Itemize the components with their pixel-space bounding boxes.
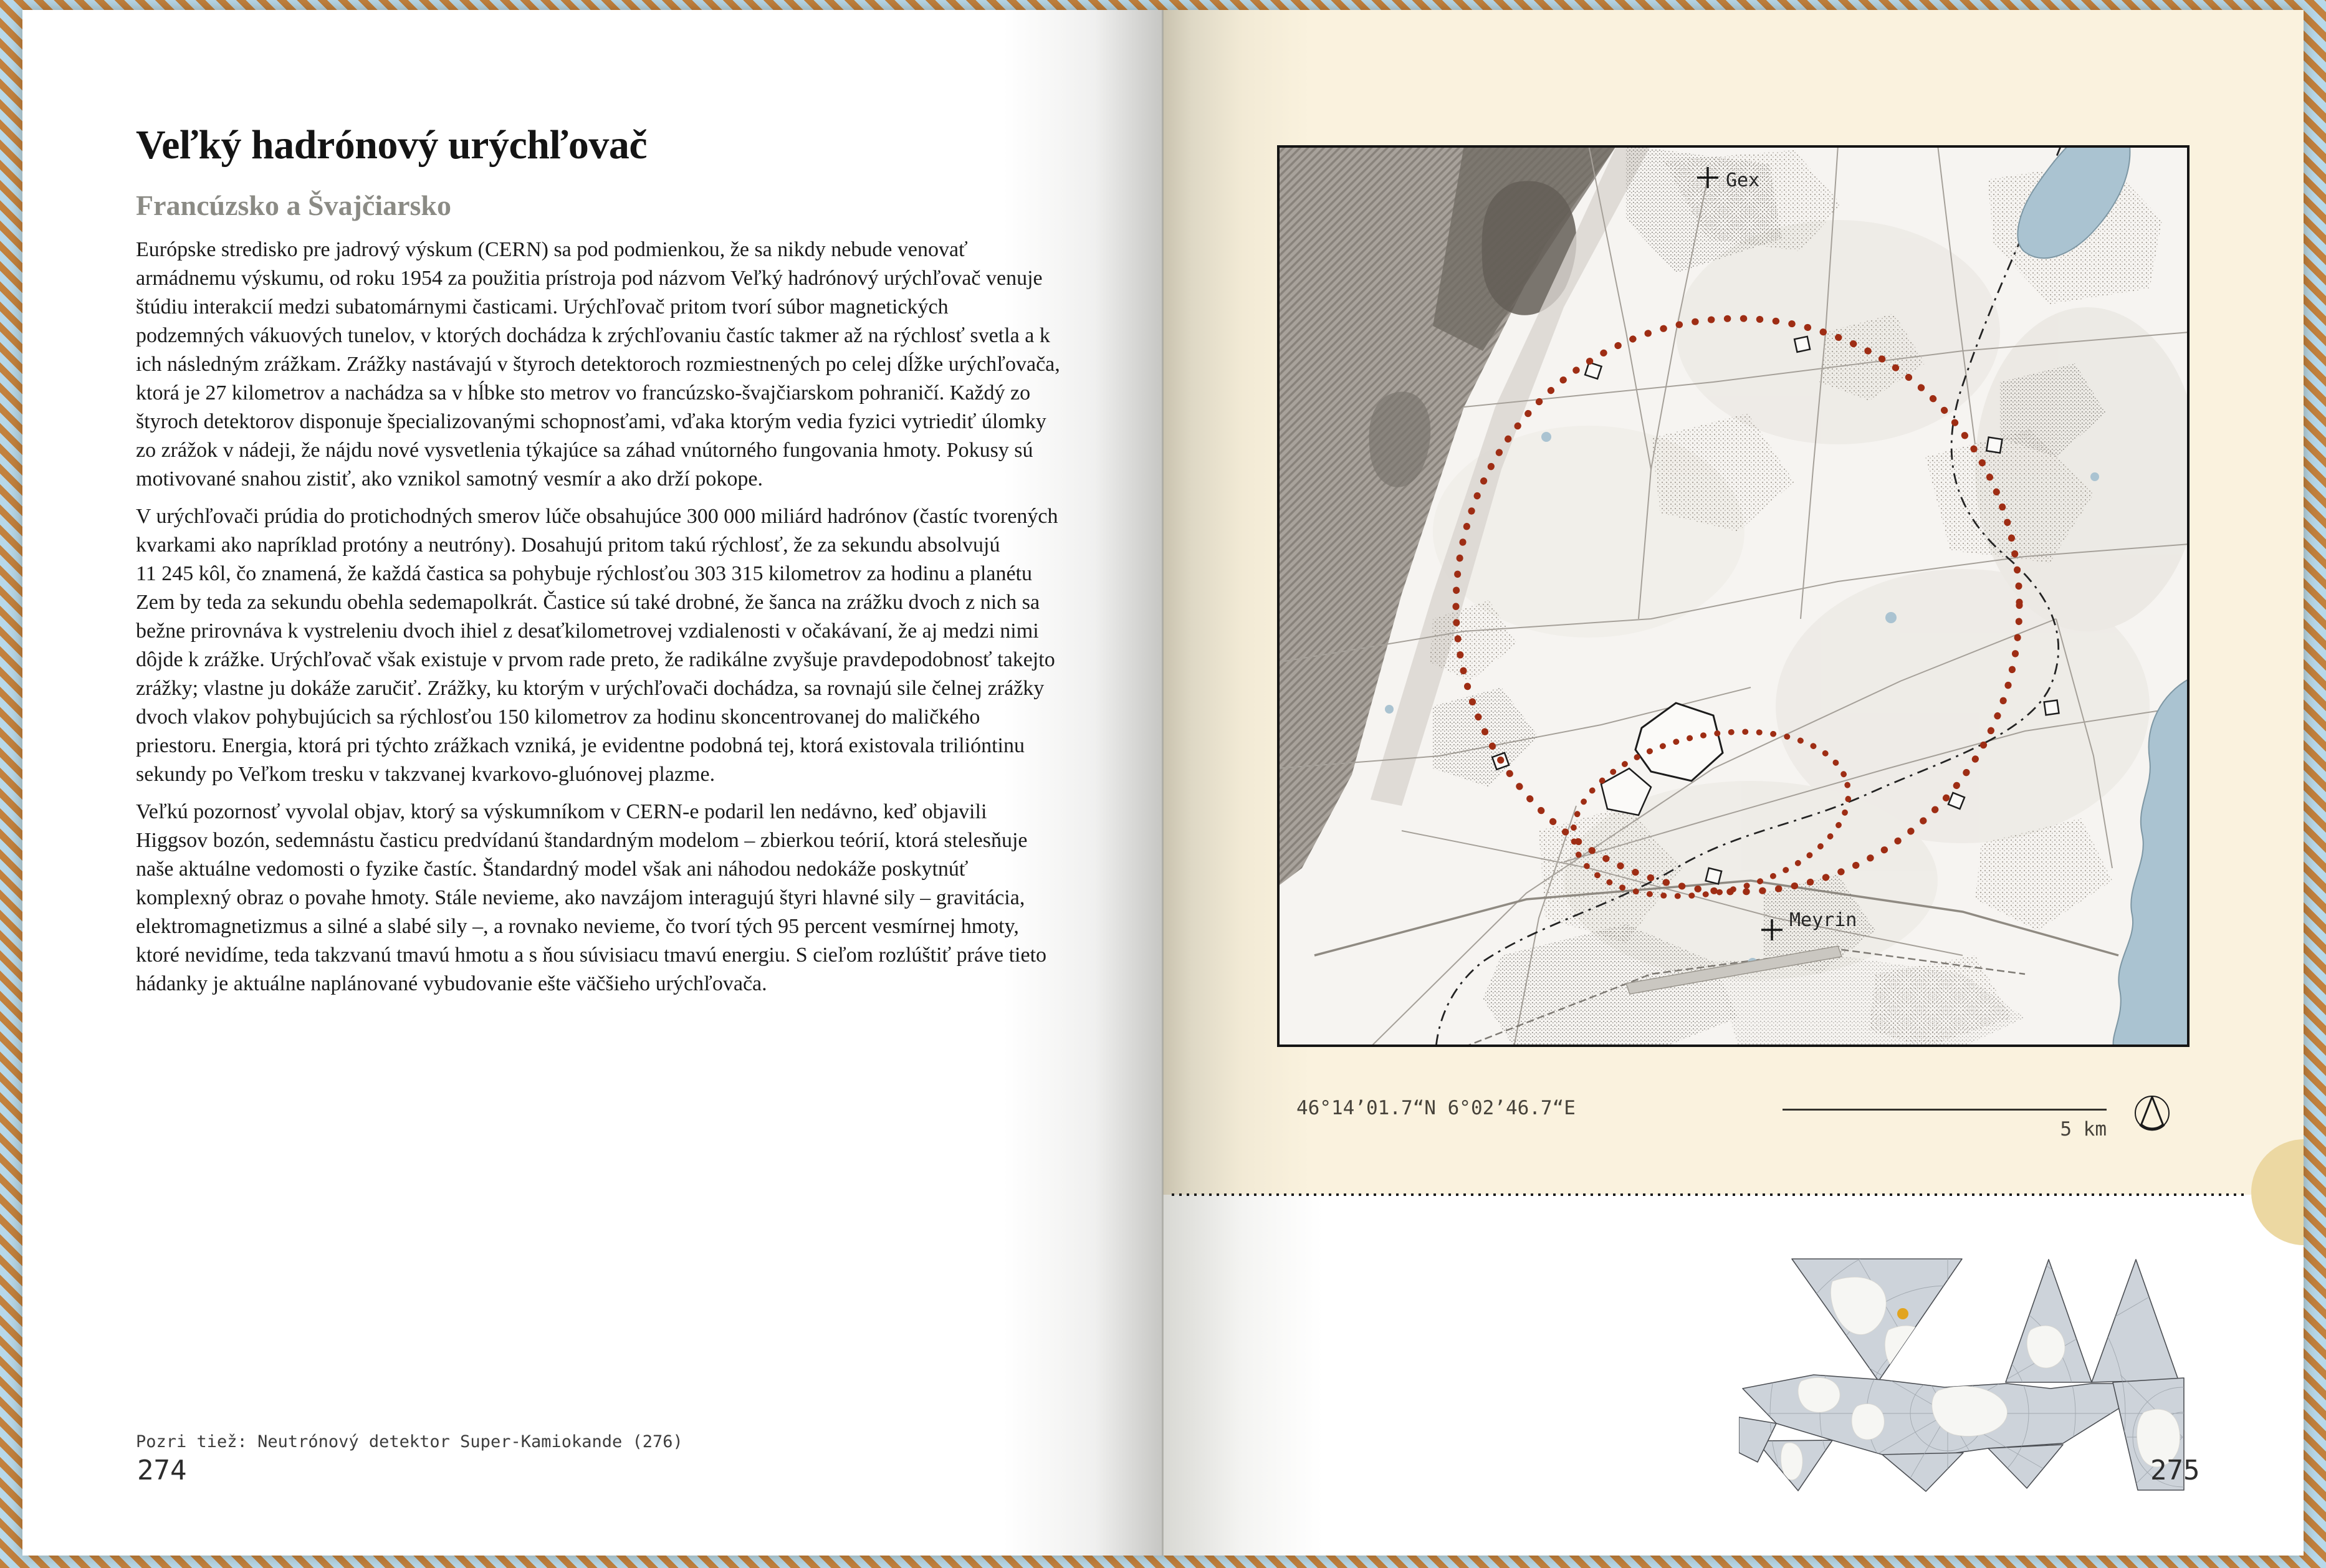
world-locator-map xyxy=(1739,1256,2191,1493)
paragraph-2: V urýchľovači prúdia do protichodných smerov lúče obsahujúce 300 000 miliárd hadrónov (častíc tvorených kvarkami ako napríklad protóny a neutróny). Dosahujú pritom takú rýchlosť, že za sekundu absolvujú 11 245 kôl, čo znamená, že každá častica sa pohybuje rýchlosťou 303 315 kilometrov za hodinu a planétu Zem by teda za sekundu obehla sedemapolkrát. Častice sú také drobné, že šanca na zrážku dvoch z nich sa bežne prirovnáva k vystreleniu dvoch ihiel z desaťkilometrovej vzdialenosti v očakávaní, že aj medzi nimi dôjde k zrážke. Urýchľovač však existuje v prvom rade preto, že radikálne zvyšuje pravdepodobnosť takejto zrážky; vlastne ju dokáže zaručiť. Zrážky, ku ktorým v urýchľovači dochádza, sa rovnajú sile čelnej zrážky dvoch vlakov pohybujúcich sa rýchlosťou 150 kilometrov za hodinu skoncentrovanej do maličkého priestoru. Energia, ktorá pri týchto zrážkach vzniká, je evidentne podobná tej, ktorá existovala trilióntinu sekundy po Veľkom tresku v takzvanej kvarkovo-gluónovej plazme. xyxy=(136,505,1058,786)
scale-bar-label: 5 km xyxy=(2060,1118,2107,1140)
paragraph-3: Veľkú pozornosť vyvolal objav, ktorý sa výskumníkom v CERN-e podaril len nedávno, keď objavili Higgsov bozón, sedemnástu časticu predvídanú štandardným modelom – zbierkou teórií, ktorá stelesňuje naše aktuálne vedomosti o fyzike častíc. Štandardný model však ani náhodou nedokáže poskytnúť komplexný obraz o povahe hmoty. Stále nevieme, ako navzájom interagujú štyri hlavné sily – gravitácia, elektromagnetizmus a silné a slabé sily –, a rovnako nevieme, čo tvorí tých 95 percent vesmírnej hmoty, ktoré nevidíme, teda takzvanú tmavú hmotu a s ňou súvisiacu tmavú energiu. S cieľom rozlúštiť práve tieto hádanky je aktuálne naplánované vybudovanie ešte väčšieho urýchľovača. xyxy=(136,800,1047,995)
meyrin-label: Meyrin xyxy=(1789,909,1857,931)
see-also-note: Pozri tiež: Neutrónový detektor Super-Kamiokande (276) xyxy=(136,1432,683,1451)
gex-label: Gex xyxy=(1726,170,1760,191)
article-body xyxy=(136,236,1061,1007)
page-left xyxy=(22,10,1163,1556)
page-subtitle: Francúzsko a Švajčiarsko xyxy=(136,189,451,222)
scale-bar xyxy=(1783,1109,2107,1111)
compass-north-icon xyxy=(2132,1094,2172,1134)
dymaxion-panels xyxy=(1739,1259,2184,1491)
page-right xyxy=(1163,10,2304,1556)
topo-map-svg xyxy=(1277,145,2190,1047)
topo-map xyxy=(1277,145,2190,1047)
location-dot xyxy=(1897,1308,1908,1319)
page-number-right: 275 xyxy=(2150,1455,2200,1486)
page-gutter xyxy=(1162,10,1164,1556)
book-spread xyxy=(22,10,2304,1556)
dotted-separator xyxy=(1172,1193,2246,1196)
map-coordinates: 46°14’01.7“N 6°02’46.7“E xyxy=(1296,1097,1576,1119)
paragraph-1: Európske stredisko pre jadrový výskum (CERN) sa pod podmienkou, že sa nikdy nebude venovať armádnemu výskumu, od roku 1954 za použitia prístroja pod názvom Veľký hadrónový urýchľovač venuje štúdiu interakcií medzi subatomárnymi časticami. Urýchľovač pritom tvorí súbor magnetických podzemných vákuových tunelov, v ktorých dochádza k zrýchľovaniu častíc takmer až na rýchlosť svetla a k ich následným zrážkam. Zrážky nastávajú v štyroch detektoroch rozmiestnených po celej dĺžke urýchľovača, ktorá je 27 kilometrov a nachádza sa v hĺbke sto metrov vo francúzsko-švajčiarskom pohraničí. Každý zo štyroch detektorov disponuje špecializovanými schopnosťami, vďaka ktorým vedia fyzici vytriediť úlomky zo zrážok v nádeji, že nájdu nové vysvetlenia týkajúce sa záhad vnútorného fungovania hmoty. Pokusy sú motivované snahou zistiť, ako vznikol samotný vesmír a ako drží pokope. xyxy=(136,238,1060,490)
page-number-left: 274 xyxy=(137,1455,187,1486)
page-title: Veľký hadrónový urýchľovač xyxy=(136,122,648,168)
